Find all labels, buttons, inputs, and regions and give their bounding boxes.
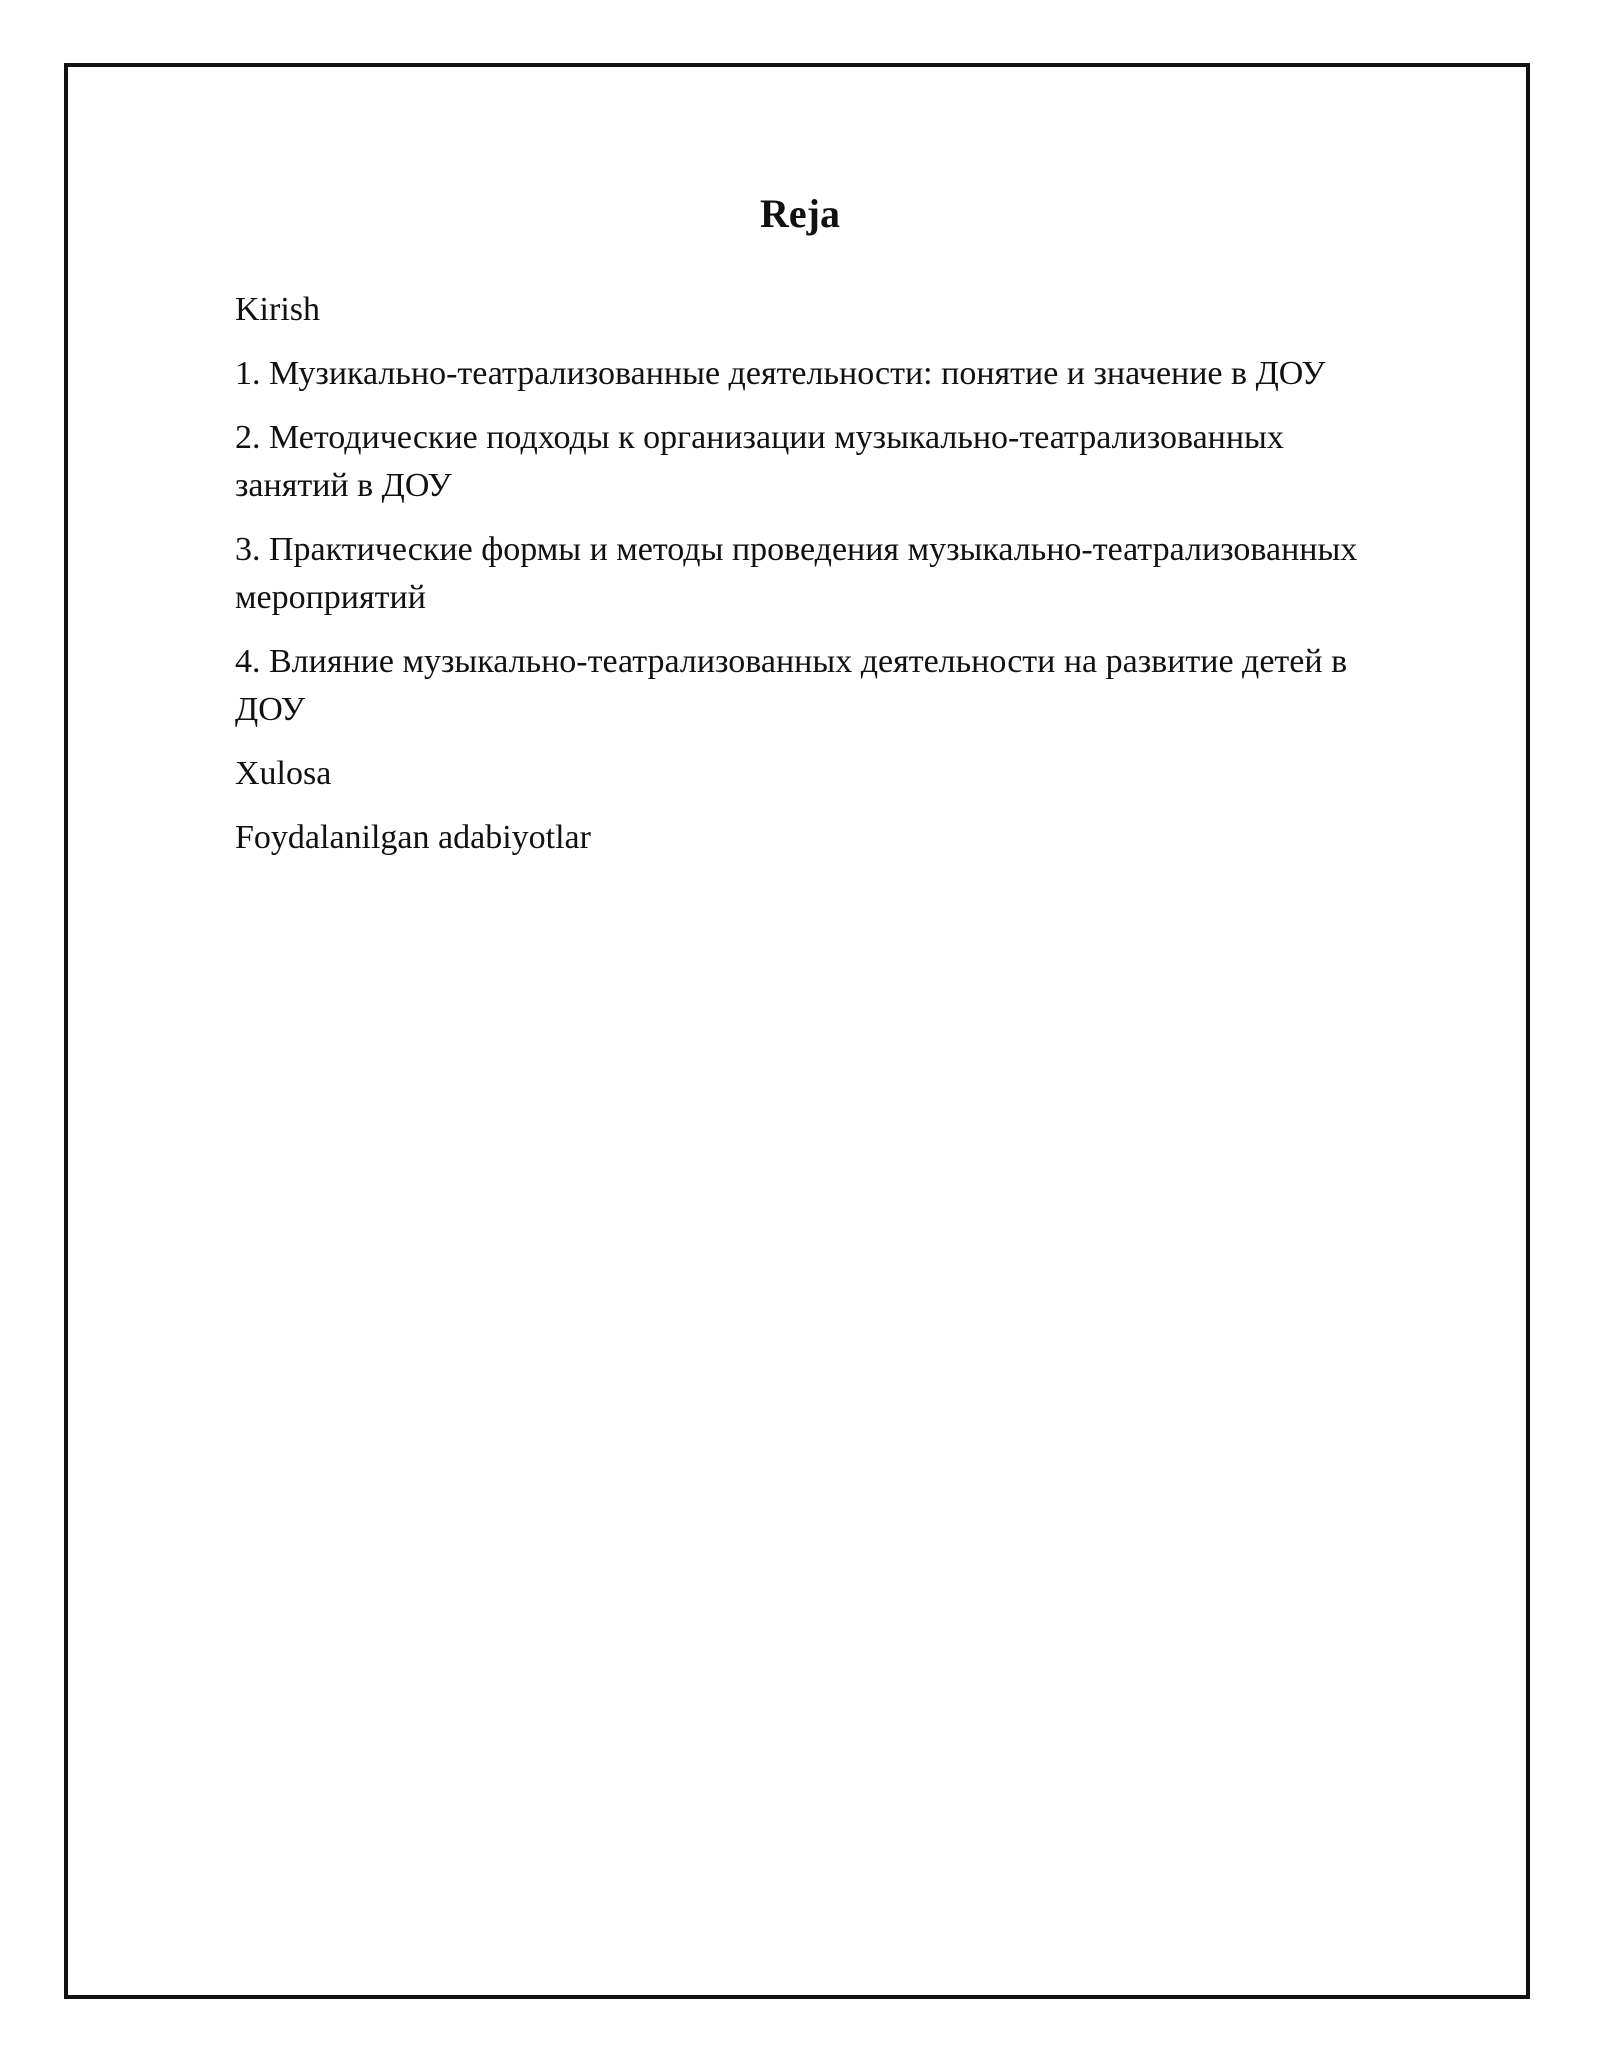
plan-item-conclusion: Xulosa	[235, 755, 332, 792]
plan-item-3: 3. Практические формы и методы проведения музыкально-театрализованных мероприятий	[235, 531, 1358, 616]
plan-item-references: Foydalanilgan adabiyotlar	[235, 819, 591, 856]
plan-item-1: 1. Музикально-театрализованные деятельности: понятие и значение в ДОУ	[235, 355, 1326, 392]
plan-item-2: 2. Методические подходы к организации музыкально-театрализованных занятий в ДОУ	[235, 419, 1284, 504]
page-title: Reja	[760, 191, 840, 236]
plan-item-introduction: Kirish	[235, 291, 320, 328]
plan-item-4: 4. Влияние музыкально-театрализованных деятельности на развитие детей в ДОУ	[235, 643, 1348, 728]
plan-list	[235, 286, 1365, 878]
